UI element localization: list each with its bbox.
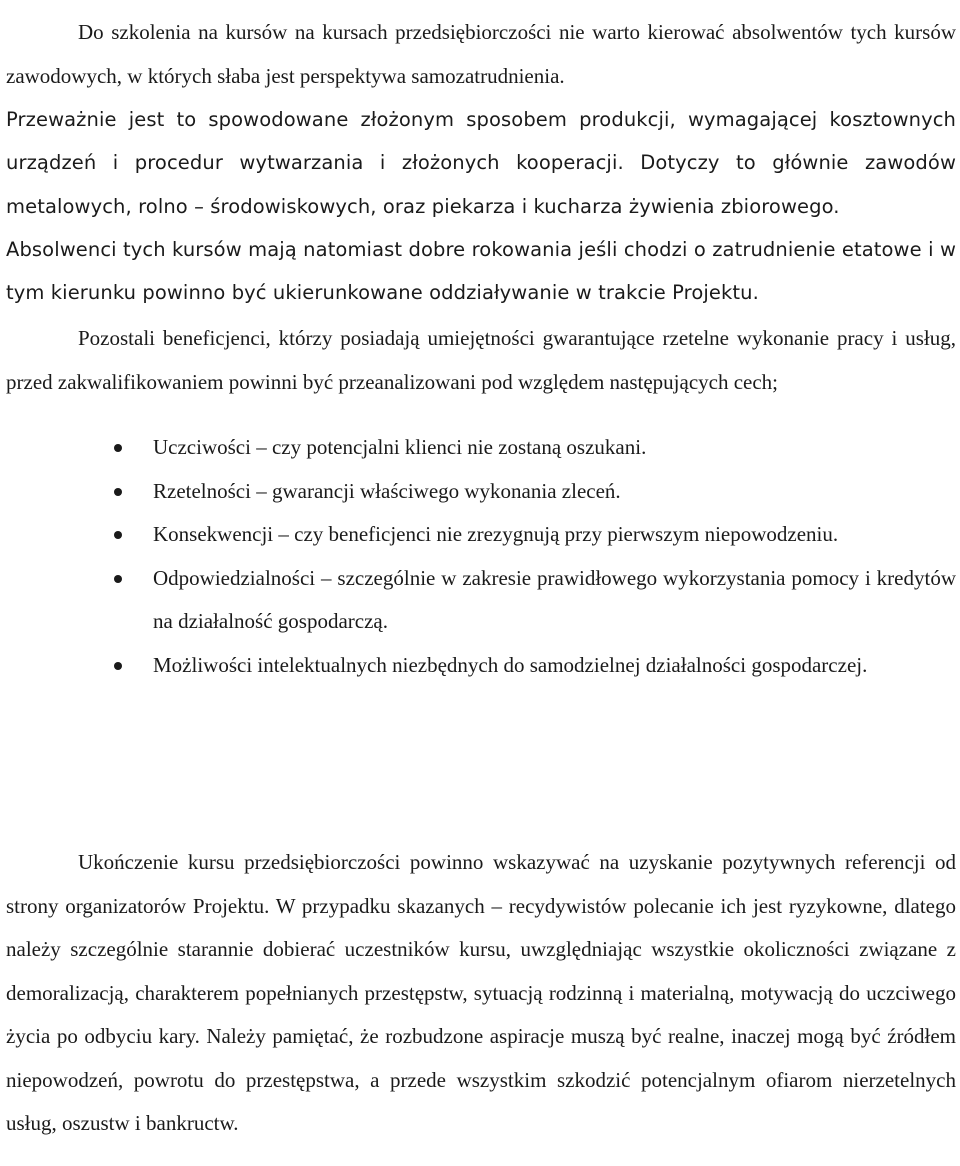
list-item-text: Rzetelności – gwarancji właściwego wykonania zleceń. [153,478,621,503]
criteria-bullet-list [6,426,956,687]
paragraph-produkcja: Przeważnie jest to spowodowane złożonym sposobem produkcji, wymagającej kosztownych urządzeń i procedur wytwarzania i złożonych kooperacji. Dotyczy to głównie zawodów metalowych, rolno – środowiskowych, oraz piekarza i kucharza żywienia zbiorowego. [6,107,956,218]
list-item-text: Odpowiedzialności – szczególnie w zakresie prawidłowego wykorzystania pomocy i kredytów na działalność gospodarczą. [153,565,956,633]
bullet-dot-icon [114,575,122,583]
list-item-text: Konsekwencji – czy beneficjenci nie zrezygnują przy pierwszym niepowodzeniu. [153,522,839,546]
list-item [6,557,956,644]
bullet-dot-icon [114,531,122,539]
paragraph-pozostali-beneficjenci: Pozostali beneficjenci, którzy posiadają umiejętności gwarantujące rzetelne wykonanie pracy i usług, przed zakwalifikowaniem powinni być przeanalizowani pod względem następujących cech; [6,326,956,394]
list-item-text: Możliwości intelektualnych niezbędnych do samodzielnej działalności gospodarczej. [153,652,868,677]
list-item [6,426,956,470]
bullet-dot-icon [114,488,122,496]
paragraph-ukonczenie-kursu: Ukończenie kursu przedsiębiorczości powinno wskazywać na uzyskanie pozytywnych referencji od strony organizatorów Projektu. W przypadku skazanych – recydywistów polecanie ich jest ryzykowne, dlatego należy szczególnie starannie dobierać uczestników kursu, uwzględniając wszystkie okoliczności związane z demoralizacją, charakterem popełnianych przestępstw, sytuacją rodzinną i materialną, motywacją do uczciwego życia po odbyciu kary. Należy pamiętać, że rozbudzone aspiracje muszą być realne, inaczej mogą być źródłem niepowodzeń, powrotu do przestępstwa, a przede wszystkim szkodzić potencjalnym ofiarom nierzetelnych usług, oszustw i bankructw. [6,850,956,1135]
list-item [6,470,956,514]
paragraph-kursy-zawodowe: Do szkolenia na kursów na kursach przedsiębiorczości nie warto kierować absolwentów tych kursów zawodowych, w których słaba jest perspektywa samozatrudnienia. [6,20,956,88]
list-item [6,513,956,557]
paragraph-absolwenci: Absolwenci tych kursów mają natomiast dobre rokowania jeśli chodzi o zatrudnienie etatowe i w tym kierunku powinno być ukierunkowane oddziaływanie w trakcie Projektu. [6,237,956,304]
bullet-dot-icon [114,444,122,452]
bullet-dot-icon [114,662,122,670]
list-item [6,644,956,688]
list-item-text: Uczciwości – czy potencjalni klienci nie zostaną oszukani. [153,435,647,459]
